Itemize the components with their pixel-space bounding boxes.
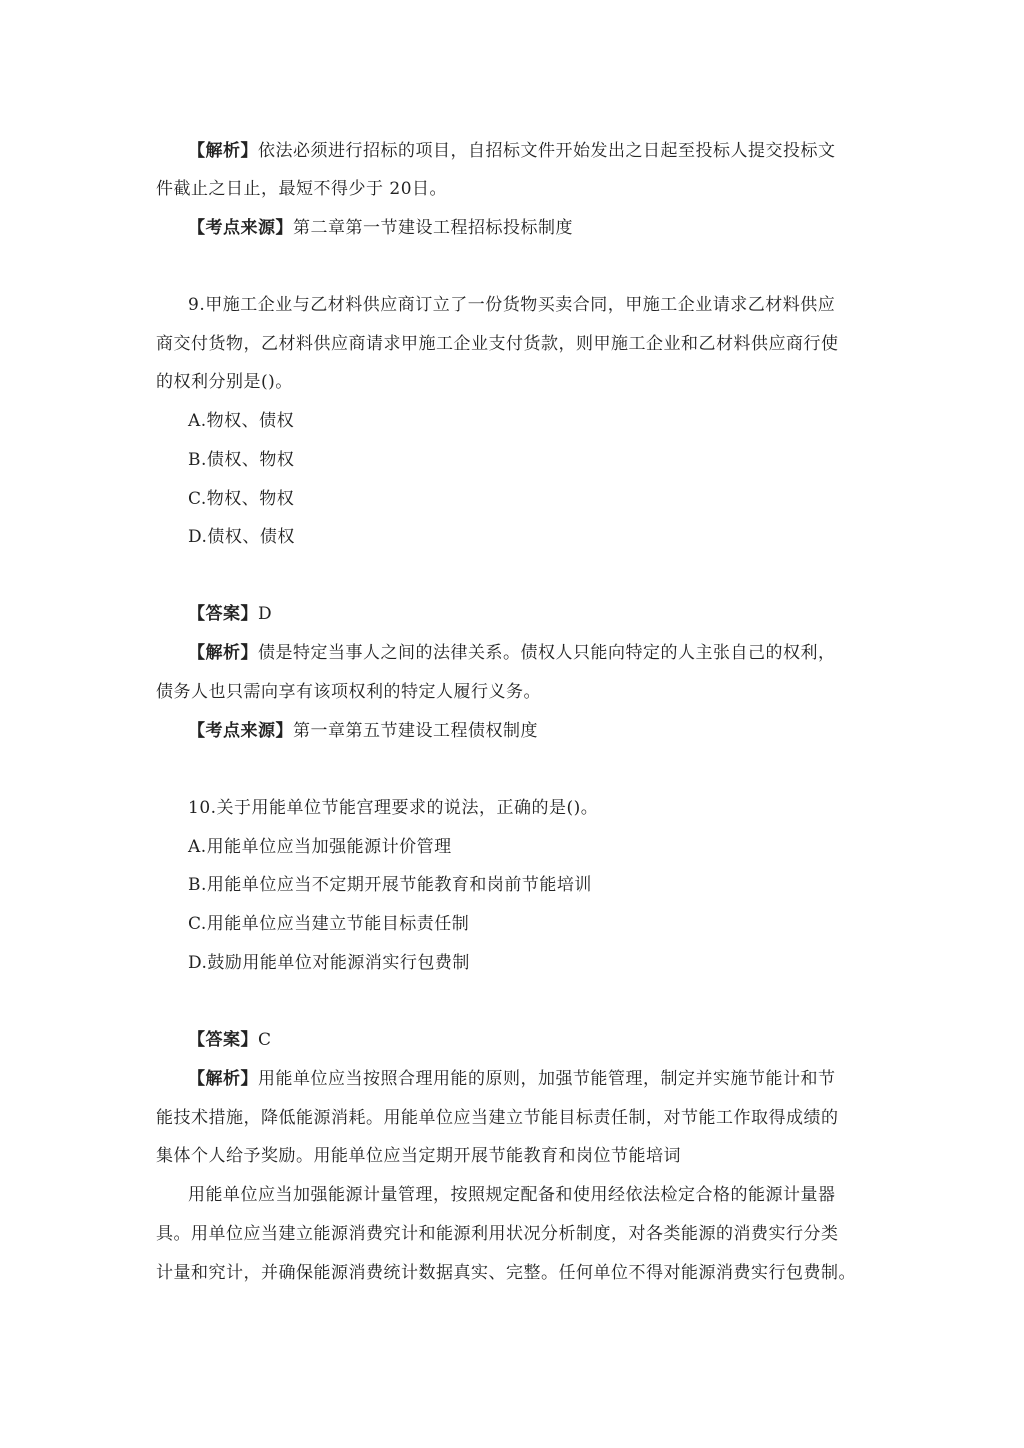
q10-option-b: B.用能单位应当不定期开展节能教育和岗前节能培训 <box>188 875 592 895</box>
q10-option-d: D.鼓励用能单位对能源消实行包费制 <box>188 953 470 973</box>
source-label: 【考点来源】 <box>188 721 293 741</box>
q10-stem: 10.关于用能单位节能宫理要求的说法，正确的是()。 <box>188 798 599 818</box>
q9-answer-line <box>188 603 272 625</box>
q10-option-c: C.用能单位应当建立节能目标责任制 <box>188 914 470 934</box>
analysis-label: 【解析】 <box>188 643 258 663</box>
q10-paragraph-line-3: 计量和究计，并确保能源消费统计数据真实、完整。任何单位不得对能源消费实行包费制。 <box>156 1263 856 1283</box>
q10-analysis-line-2: 能技术措施，降低能源消耗。用能单位应当建立节能目标责任制，对节能工作取得成绩的 <box>156 1108 839 1128</box>
answer-value: D <box>258 604 273 624</box>
q8-analysis-line-1 <box>188 140 836 162</box>
q9-option-d: D.债权、债权 <box>188 527 295 547</box>
q10-answer-line <box>188 1029 272 1051</box>
source-text: 第一章第五节建设工程债权制度 <box>293 721 538 741</box>
q8-analysis-line-2: 件截止之日止，最短不得少于 20日。 <box>156 179 448 199</box>
answer-value: C <box>258 1030 272 1050</box>
source-label: 【考点来源】 <box>188 218 293 238</box>
q9-stem-line-1: 9.甲施工企业与乙材料供应商订立了一份货物买卖合同，甲施工企业请求乙材料供应 <box>188 295 836 315</box>
q10-paragraph-line-1: 用能单位应当加强能源计量管理，按照规定配备和使用经依法检定合格的能源计量器 <box>188 1185 836 1205</box>
analysis-text: 依法必须进行招标的项目，自招标文件开始发出之日起至投标人提交投标文 <box>258 141 836 161</box>
q9-analysis-line-2: 债务人也只需向享有该项权利的特定人履行义务。 <box>156 682 541 702</box>
analysis-text: 债是特定当事人之间的法律关系。债权人只能向特定的人主张自己的权利， <box>258 643 836 663</box>
q9-option-a: A.物权、债权 <box>188 411 295 431</box>
analysis-label: 【解析】 <box>188 141 258 161</box>
analysis-label: 【解析】 <box>188 1069 258 1089</box>
answer-label: 【答案】 <box>188 1030 258 1050</box>
q8-source-line <box>188 217 573 239</box>
q9-analysis-line-1 <box>188 642 836 664</box>
analysis-text: 用能单位应当按照合理用能的原则，加强节能管理，制定并实施节能计和节 <box>258 1069 836 1089</box>
q9-option-c: C.物权、物权 <box>188 489 295 509</box>
answer-label: 【答案】 <box>188 604 258 624</box>
q10-option-a: A.用能单位应当加强能源计价管理 <box>188 837 452 857</box>
q10-analysis-line-3: 集体个人给予奖励。用能单位应当定期开展节能教育和岗位节能培词 <box>156 1146 681 1166</box>
q10-analysis-line-1 <box>188 1068 836 1090</box>
source-text: 第二章第一节建设工程招标投标制度 <box>293 218 573 238</box>
q9-stem-line-3: 的权利分别是()。 <box>156 372 293 392</box>
q9-option-b: B.债权、物权 <box>188 450 295 470</box>
q10-paragraph-line-2: 具。用单位应当建立能源消费究计和能源利用状况分析制度，对各类能源的消费实行分类 <box>156 1224 839 1244</box>
q9-stem-line-2: 商交付货物，乙材料供应商请求甲施工企业支付货款，则甲施工企业和乙材料供应商行使 <box>156 334 839 354</box>
q9-source-line <box>188 720 538 742</box>
